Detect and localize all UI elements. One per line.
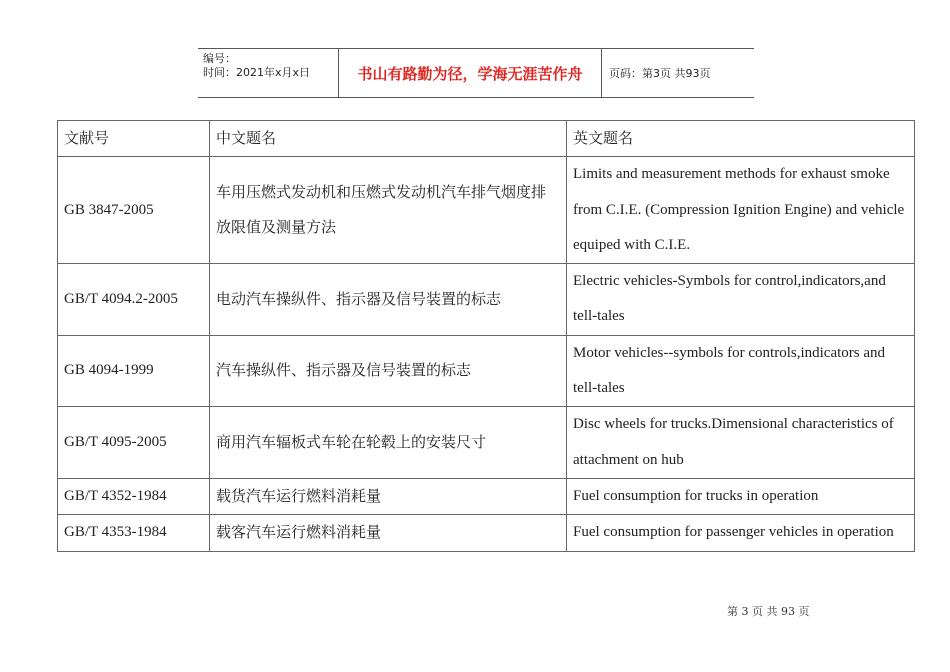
- page-footer: 第 3 页 共 93 页: [727, 605, 810, 618]
- english-title-cell: Fuel consumption for trucks in operation: [567, 478, 915, 514]
- table-row: [58, 478, 915, 514]
- table-row: [58, 264, 915, 336]
- chinese-title-cell: 载货汽车运行燃料消耗量: [210, 478, 567, 514]
- table-row: [58, 515, 915, 551]
- english-title-cell: Fuel consumption for passenger vehicles in operation: [567, 515, 915, 551]
- english-title-cell: Limits and measurement methods for exhaust smoke from C.I.E. (Compression Ignition Engine) and vehicle equiped with C.I.E.: [567, 157, 915, 264]
- doc-number-cell: GB/T 4353-1984: [58, 515, 210, 551]
- header-chinese-title: 中文题名: [210, 121, 567, 157]
- header-page-code: 页码：第3页 共93页: [609, 67, 711, 80]
- chinese-title-cell: 商用汽车辐板式车轮在轮毂上的安装尺寸: [210, 407, 567, 479]
- header-english-title: 英文题名: [567, 121, 915, 157]
- header-time-label: 时间：2021年x月x日: [203, 66, 311, 79]
- table-row: [58, 335, 915, 407]
- doc-number-cell: GB/T 4094.2-2005: [58, 264, 210, 336]
- chinese-title-cell: 载客汽车运行燃料消耗量: [210, 515, 567, 551]
- english-title-cell: Electric vehicles-Symbols for control,indicators,and tell-tales: [567, 264, 915, 336]
- doc-number-cell: GB/T 4095-2005: [58, 407, 210, 479]
- table-row: [58, 407, 915, 479]
- english-title-cell: Disc wheels for trucks.Dimensional characteristics of attachment on hub: [567, 407, 915, 479]
- chinese-title-cell: 车用压燃式发动机和压燃式发动机汽车排气烟度排放限值及测量方法: [210, 157, 567, 264]
- standards-table: [57, 120, 915, 552]
- header-number-label: 编号：: [203, 52, 236, 65]
- table-header-row: [58, 121, 915, 157]
- doc-number-cell: GB/T 4352-1984: [58, 478, 210, 514]
- chinese-title-cell: 电动汽车操纵件、指示器及信号装置的标志: [210, 264, 567, 336]
- page-header: [198, 48, 754, 98]
- doc-number-cell: GB 4094-1999: [58, 335, 210, 407]
- header-info: [198, 49, 339, 97]
- chinese-title-cell: 汽车操纵件、指示器及信号装置的标志: [210, 335, 567, 407]
- doc-number-cell: GB 3847-2005: [58, 157, 210, 264]
- table-row: [58, 157, 915, 264]
- header-motto: 书山有路勤为径，学海无涯苦作舟: [339, 49, 602, 97]
- english-title-cell: Motor vehicles--symbols for controls,indicators and tell-tales: [567, 335, 915, 407]
- header-doc-number: 文献号: [58, 121, 210, 157]
